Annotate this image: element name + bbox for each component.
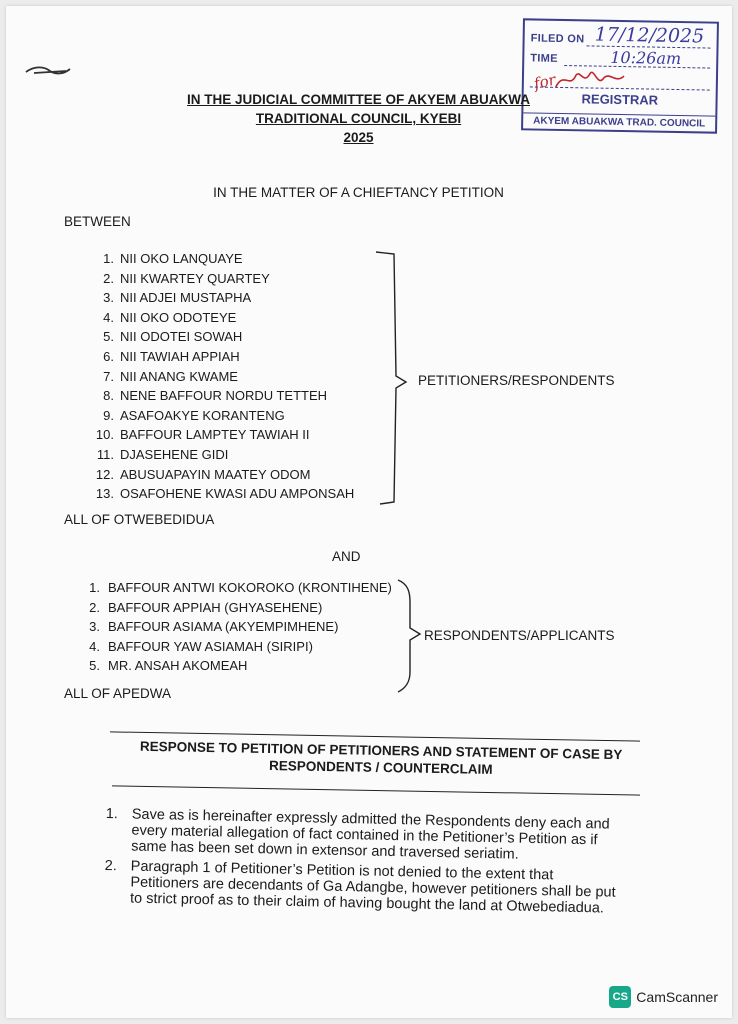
court-title-line2: TRADITIONAL COUNCIL, KYEBI [255, 111, 462, 126]
response-paragraphs [104, 806, 626, 921]
respondents-bracket-icon [396, 578, 426, 694]
stamp-filed-date: 17/12/2025 [594, 23, 705, 48]
list-item: 4. NII OKO ODOTEYE [103, 309, 237, 325]
list-item: 3. NII ADJEI MUSTAPHA [103, 290, 252, 306]
paragraph-2: 2. Paragraph 1 of Petitioner’s Petition is not denied to the extent that Petitioners are decendants of Ga Adangbe, however petitioners shall be put to strict proof as to their claim of having bought the land at Otwebediadua. [104, 857, 616, 917]
court-year: 2025 [343, 130, 374, 145]
camscanner-watermark [609, 986, 718, 1008]
and-label: AND [332, 549, 361, 564]
document-page [6, 6, 732, 1018]
list-item: 8. NENE BAFFOUR NORDU TETTEH [103, 388, 328, 404]
petitioners-role: PETITIONERS/RESPONDENTS [418, 373, 615, 388]
petitioners-bracket-icon [374, 248, 410, 510]
stamp-registrar: REGISTRAR [581, 91, 659, 108]
stamp-council: AKYEM ABUAKWA TRAD. COUNCIL [523, 112, 715, 131]
petitioners-location: ALL OF OTWEBEDIDUA [64, 512, 215, 527]
list-item: 9. ASAFOAKYE KORANTENG [103, 407, 285, 423]
list-item: 12. ABUSUAPAYIN MAATEY ODOM [95, 466, 311, 482]
court-title-line1: IN THE JUDICIAL COMMITTEE OF AKYEM ABUAKWA [187, 92, 530, 107]
list-item: 6. NII TAWIAH APPIAH [103, 348, 240, 364]
camscanner-logo-icon: CS [609, 986, 631, 1008]
list-item: 3. BAFFOUR ASIAMA (AKYEMPIMHENE) [89, 619, 339, 635]
paperclip-mark-icon [24, 64, 74, 78]
stamp-time-label: TIME [530, 52, 558, 65]
between-label: BETWEEN [64, 214, 131, 229]
list-item: 4. BAFFOUR YAW ASIAMAH (SIRIPI) [89, 638, 313, 654]
list-item: 1. NII OKO LANQUAYE [103, 251, 243, 266]
stamp-filed-label: FILED ON [530, 32, 585, 46]
section-title-line2: RESPONDENTS / COUNTERCLAIM [268, 758, 493, 777]
matter-heading: IN THE MATTER OF A CHIEFTANCY PETITION [213, 185, 504, 200]
paragraph-1: 1. Save as is hereinafter expressly admitted the Respondents deny each and every material allegation of fact contained in the Petitioner’s Petition as if same has been set down in extensor and traversed seriatim. [105, 806, 610, 863]
respondents-location: ALL OF APEDWA [64, 686, 172, 701]
respondents-list [86, 578, 392, 676]
list-item: 2. BAFFOUR APPIAH (GHYASEHENE) [89, 599, 323, 615]
section-title-line1: RESPONSE TO PETITION OF PETITIONERS AND STATEMENT OF CASE BY [139, 738, 623, 763]
section-title [116, 737, 647, 780]
petitioners-list [86, 249, 354, 504]
respondents-role: RESPONDENTS/APPLICANTS [424, 628, 615, 643]
stamp-signature: for [532, 70, 558, 93]
list-item: 1. BAFFOUR ANTWI KOKOROKO (KRONTIHENE) [89, 580, 392, 595]
list-item: 7. NII ANANG KWAME [103, 368, 238, 384]
list-item: 5. MR. ANSAH AKOMEAH [89, 658, 248, 674]
list-item: 2. NII KWARTEY QUARTEY [103, 270, 270, 286]
camscanner-label: CamScanner [636, 989, 718, 1005]
signature-scribble-icon [554, 67, 634, 94]
list-item: 10. BAFFOUR LAMPTEY TAWIAH II [95, 427, 310, 443]
list-item: 13. OSAFOHENE KWASI ADU AMPONSAH [95, 486, 355, 502]
list-item: 5. NII ODOTEI SOWAH [103, 329, 243, 345]
stamp-time-value: 10:26am [610, 47, 682, 69]
section-bottom-rule [112, 785, 640, 795]
list-item: 11. DJASEHENE GIDI [96, 446, 229, 462]
